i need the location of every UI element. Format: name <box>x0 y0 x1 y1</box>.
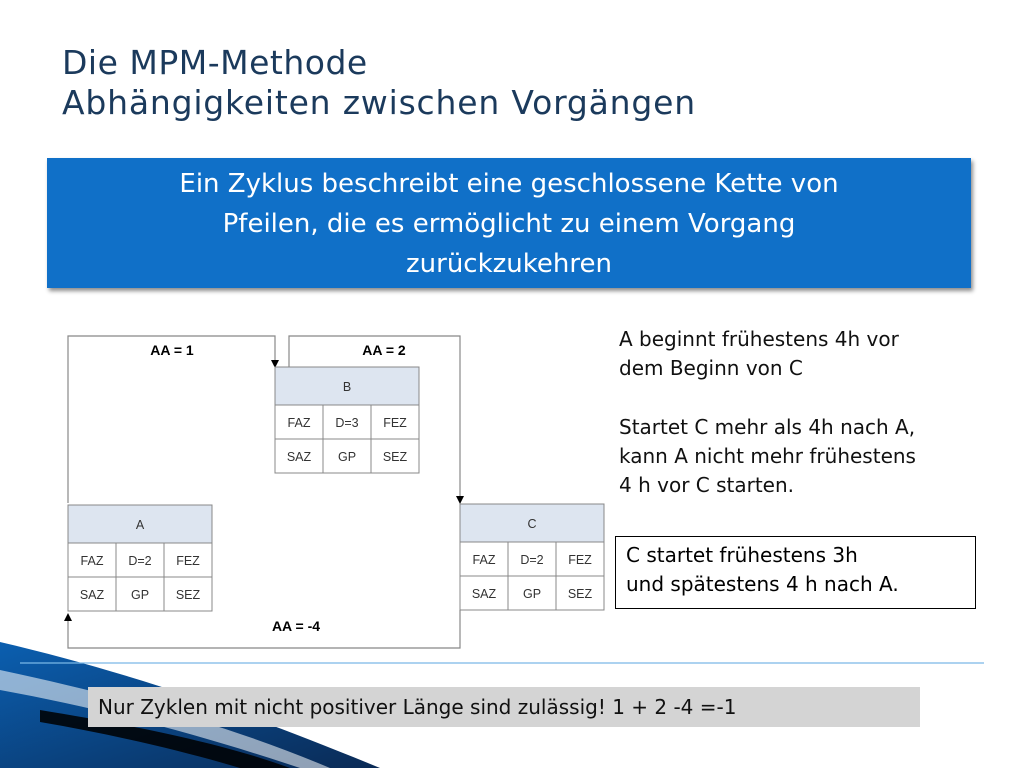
node-b-fez: FEZ <box>383 416 407 430</box>
boxed-note-c-start-window <box>615 536 976 609</box>
banner-line-1: Ein Zyklus beschreibt eine geschlossene Kette von <box>179 169 839 199</box>
note-c-after-a <box>619 413 916 500</box>
title-line-2: Abhängigkeiten zwischen Vorgängen <box>62 83 696 122</box>
node-a <box>68 505 212 611</box>
node-a-saz: SAZ <box>79 588 105 602</box>
note-a-before-c <box>619 325 899 383</box>
node-c-gp: GP <box>522 587 542 601</box>
node-b-saz: SAZ <box>286 450 312 464</box>
note-c-after-a-line-3: 4 h vor C starten. <box>619 473 795 497</box>
node-c <box>460 504 604 610</box>
node-a-sez: SEZ <box>175 588 201 602</box>
node-b-name: B <box>342 380 352 394</box>
banner-line-2: Pfeilen, die es ermöglicht zu einem Vorgang <box>222 209 796 239</box>
node-c-saz: SAZ <box>471 587 497 601</box>
title-line-1: Die MPM-Methode <box>62 43 368 82</box>
node-b <box>275 367 419 473</box>
note-c-after-a-line-2: kann A nicht mehr frühestens <box>619 444 916 468</box>
note-a-before-c-line-1: A beginnt frühestens 4h vor <box>619 327 899 351</box>
boxed-note-line-2: und spätestens 4 h nach A. <box>626 572 899 596</box>
banner-line-3: zurückzukehren <box>406 249 612 279</box>
node-a-name: A <box>135 518 145 532</box>
node-a-faz: FAZ <box>80 554 104 568</box>
boxed-note-line-1: C startet frühestens 3h <box>626 543 858 567</box>
note-c-after-a-line-1: Startet C mehr als 4h nach A, <box>619 415 916 439</box>
node-a-fez: FEZ <box>176 554 200 568</box>
node-c-name: C <box>527 517 537 531</box>
node-a-duration: D=2 <box>128 554 152 568</box>
node-b-faz: FAZ <box>287 416 311 430</box>
node-b-sez: SEZ <box>382 450 408 464</box>
node-b-gp: GP <box>337 450 357 464</box>
node-c-faz: FAZ <box>472 553 496 567</box>
edge-b-c-label: AA = 2 <box>362 342 406 358</box>
node-c-sez: SEZ <box>567 587 593 601</box>
node-b-duration: D=3 <box>335 416 359 430</box>
node-c-fez: FEZ <box>568 553 592 567</box>
node-c-duration: D=2 <box>520 553 544 567</box>
slide-title <box>62 44 696 124</box>
footer-statement: Nur Zyklen mit nicht positiver Länge sind zulässig! 1 + 2 -4 =-1 <box>88 687 920 727</box>
edge-a-b <box>68 336 279 503</box>
edge-c-a-label: AA = -4 <box>271 618 321 634</box>
node-a-gp: GP <box>130 588 150 602</box>
edge-a-b-label: AA = 1 <box>150 342 194 358</box>
definition-banner <box>47 158 971 288</box>
note-a-before-c-line-2: dem Beginn von C <box>619 356 803 380</box>
mpm-cycle-diagram <box>60 330 610 655</box>
